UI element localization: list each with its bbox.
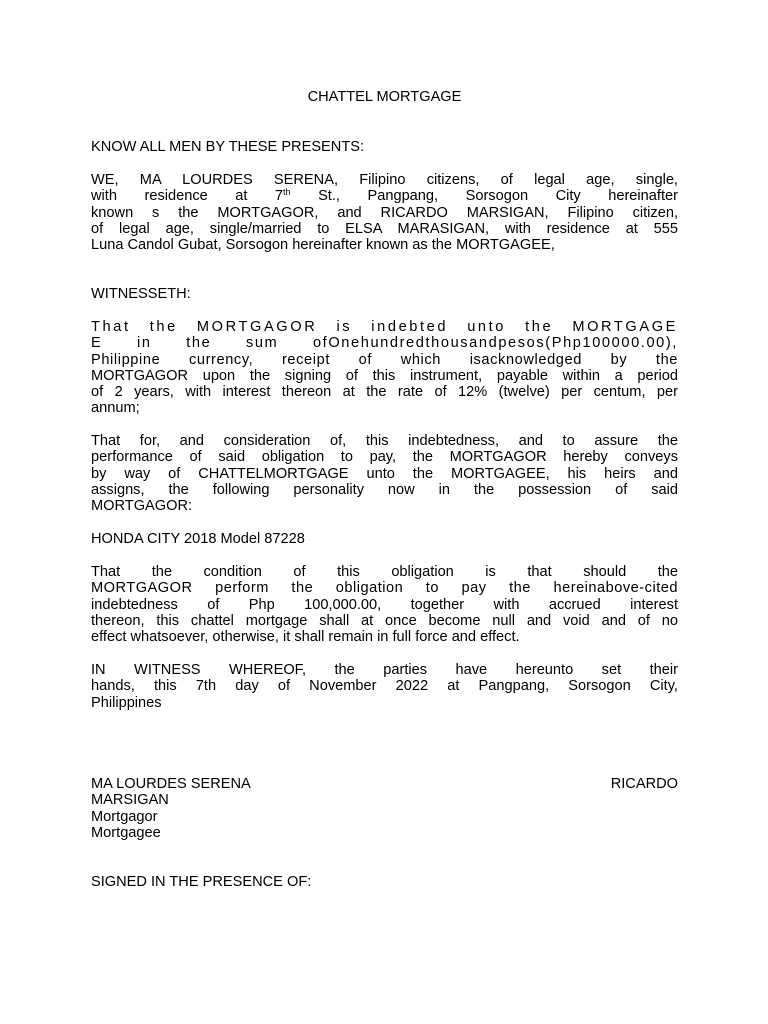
witnesseth-heading: WITNESSETH: [91, 286, 191, 302]
mortgagor-role: Mortgagor [91, 809, 158, 825]
document-title: CHATTEL MORTGAGE [307, 89, 462, 105]
mortgagee-role: Mortgagee [91, 825, 161, 841]
conveyance-line-4: assigns, the following personality now in the possession of said [91, 481, 678, 498]
conveyance-paragraph [91, 433, 678, 514]
witness-line-1: IN WITNESS WHEREOF, the parties have hereunto set their [91, 662, 678, 678]
presence-line: SIGNED IN THE PRESENCE OF: [91, 874, 312, 890]
debt-line-5: of 2 years, with interest thereon at the rate of 12% (twelve) per centum, per [91, 384, 678, 401]
witness-paragraph [91, 662, 678, 711]
condition-line-1: That the condition of this obligation is that should the [91, 564, 678, 580]
debt-paragraph [91, 319, 678, 417]
parties-paragraph [91, 172, 678, 253]
condition-line-5: effect whatsoever, otherwise, it shall remain in full force and effect. [91, 629, 520, 646]
signature-row [91, 776, 678, 792]
debt-line-3: Philippine currency, receipt of which isacknowledged by the [91, 351, 678, 368]
debt-line-1: That the MORTGAGOR is indebted unto the MORTGAGE [91, 319, 678, 335]
mortgagor-name: MA LOURDES SERENA [91, 776, 251, 792]
mortgagee-name: RICARDO [610, 776, 678, 792]
parties-line-1: WE, MA LOURDES SERENA, Filipino citizens, of legal age, single, [91, 172, 678, 188]
condition-paragraph [91, 564, 678, 645]
parties-line-5: Luna Candol Gubat, Sorsogon hereinafter known as the MORTGAGEE, [91, 237, 555, 254]
parties-line-3: known s the MORTGAGOR, and RICARDO MARSIGAN, Filipino citizen, [91, 204, 678, 221]
witness-line-3: Philippines [91, 694, 162, 711]
conveyance-line-1: That for, and consideration of, this indebtedness, and to assure the [91, 433, 678, 449]
condition-line-4: thereon, this chattel mortgage shall at once become null and void and of no [91, 612, 678, 629]
ordinal-suffix: th [283, 187, 291, 198]
debt-line-2: E in the sum ofOnehundredthousandpesos(Php100000.00), [91, 335, 678, 352]
debt-line-4: MORTGAGOR upon the signing of this instrument, payable within a period [91, 367, 678, 384]
condition-line-3: indebtedness of Php 100,000.00, together with accrued interest [91, 596, 678, 613]
condition-line-2: MORTGAGOR perform the obligation to pay the hereinabove-cited [91, 580, 678, 597]
conveyance-line-2: performance of said obligation to pay, the MORTGAGOR hereby conveys [91, 449, 678, 466]
debt-line-6: annum; [91, 400, 140, 417]
conveyance-line-3: by way of CHATTELMORTGAGE unto the MORTGAGEE, his heirs and [91, 465, 678, 482]
parties-line-2 [91, 188, 678, 204]
property-line: HONDA CITY 2018 Model 87228 [91, 531, 305, 547]
parties-line-2-start: with residence at 7 [91, 188, 284, 205]
parties-line-4: of legal age, single/married to ELSA MARASIGAN, with residence at 555 [91, 220, 678, 237]
parties-line-2-end: St., Pangpang, Sorsogon City hereinafter [290, 188, 678, 205]
mortgagee-name-continued: MARSIGAN [91, 792, 169, 808]
opening-line: KNOW ALL MEN BY THESE PRESENTS: [91, 139, 365, 155]
conveyance-line-5: MORTGAGOR: [91, 498, 193, 515]
witness-line-2: hands, this 7th day of November 2022 at Pangpang, Sorsogon City, [91, 678, 678, 695]
